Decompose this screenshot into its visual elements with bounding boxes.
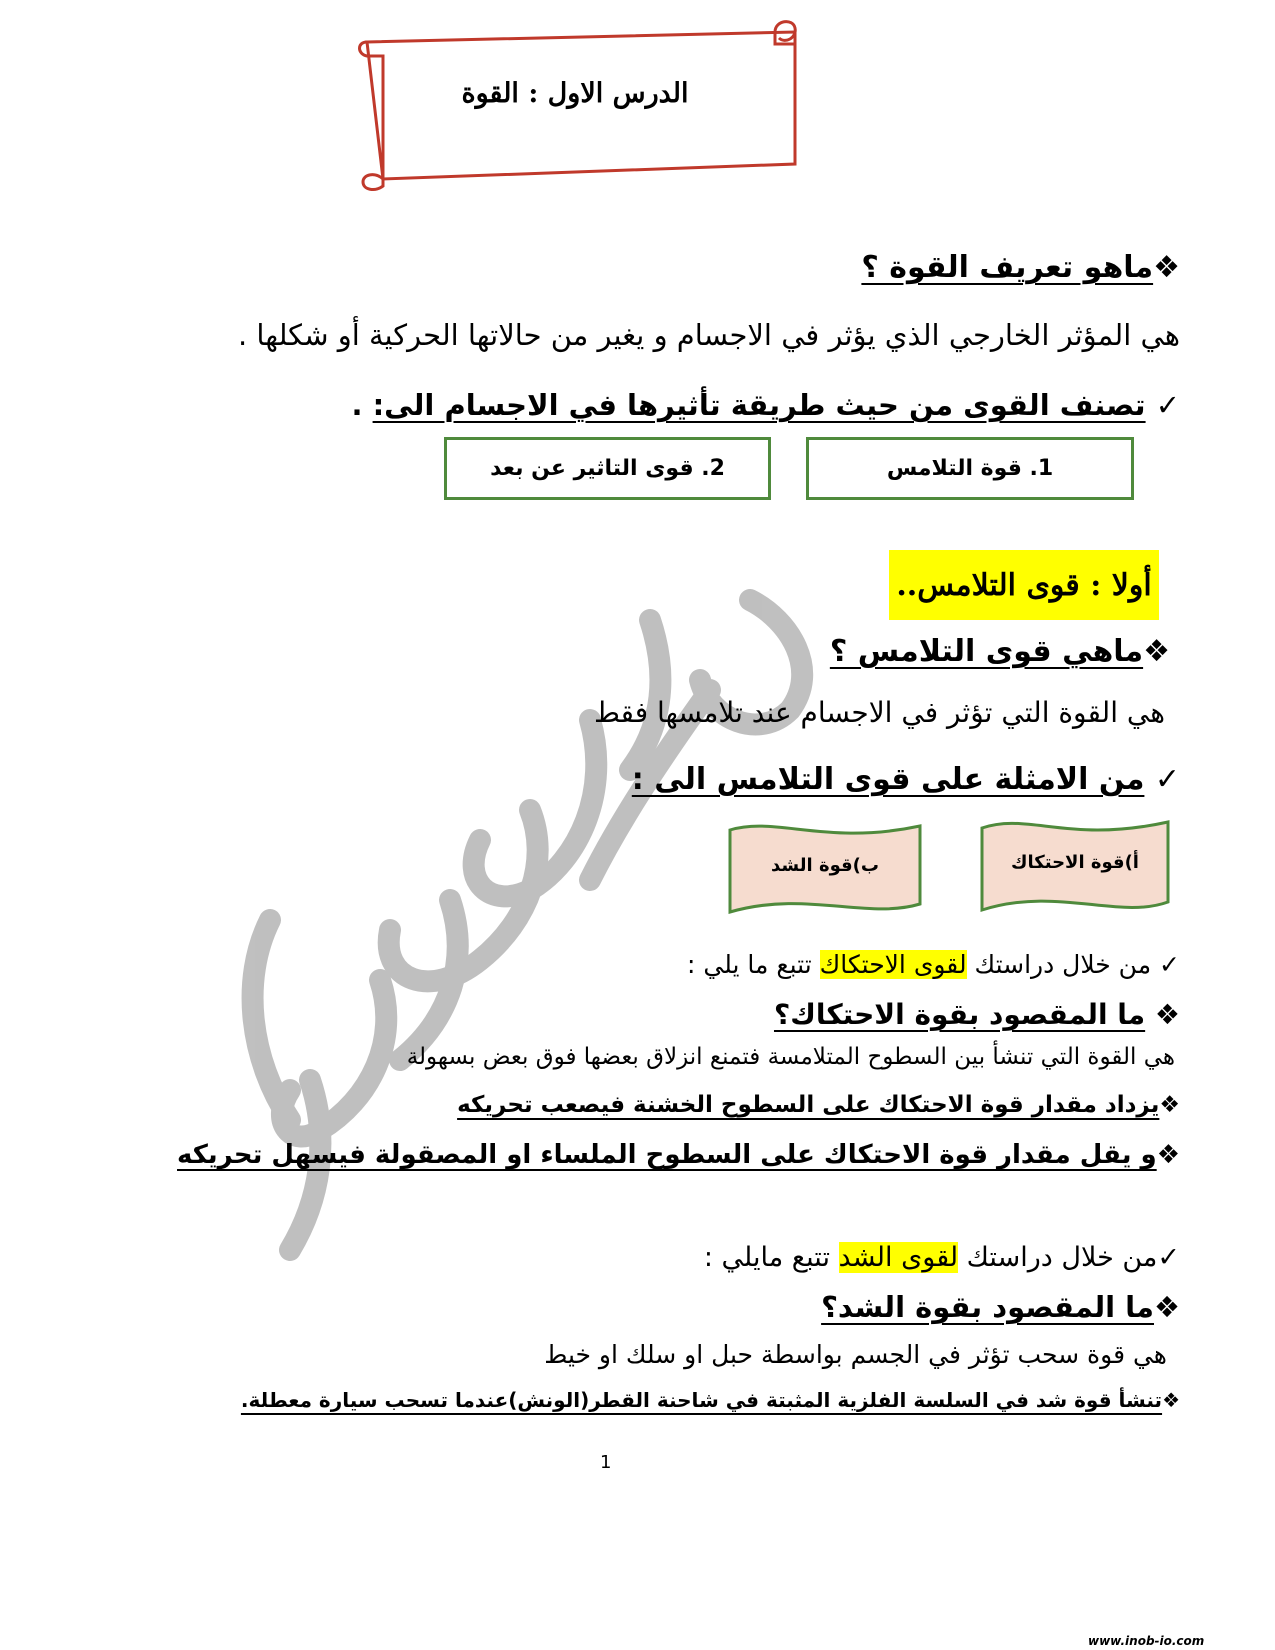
footer-url[interactable]: www.inob-io.com bbox=[1088, 1634, 1205, 1648]
four-diamond-bullet-icon: ❖ bbox=[1154, 998, 1180, 1031]
check-mark-icon: ✓ bbox=[1159, 950, 1180, 979]
four-diamond-bullet-icon: ❖ bbox=[1156, 1140, 1180, 1170]
four-diamond-bullet-icon: ❖ bbox=[1159, 1092, 1180, 1118]
friction-point-smooth: ❖و يقل مقدار قوة الاحتكاك على السطوح الملساء او المصقولة فيسهل تحريكه bbox=[177, 1140, 1180, 1170]
four-diamond-bullet-icon: ❖ bbox=[1154, 1290, 1180, 1324]
example-friction-label: أ)قوة الاحتكاك bbox=[1011, 852, 1139, 873]
question-friction: ❖ ما المقصود بقوة الاحتكاك؟ bbox=[773, 998, 1180, 1031]
check-mark-icon: ✓ bbox=[1157, 1242, 1180, 1273]
question-contact-forces: ❖ماهي قوى التلامس ؟ bbox=[829, 634, 1170, 669]
tension-intro: ✓من خلال دراستك لقوى الشد تتبع مايلي : bbox=[703, 1242, 1180, 1273]
answer-force-definition: هي المؤثر الخارجي الذي يؤثر في الاجسام و يغير من حالاتها الحركية أو شكلها . bbox=[237, 318, 1180, 352]
four-diamond-bullet-icon: ❖ bbox=[1153, 250, 1180, 285]
friction-point-rough: ❖يزداد مقدار قوة الاحتكاك على السطوح الخشنة فيصعب تحريكه bbox=[457, 1092, 1180, 1118]
four-diamond-bullet-icon: ❖ bbox=[1143, 634, 1170, 669]
answer-tension: هي قوة سحب تؤثر في الجسم بواسطة حبل او سلك او خيط bbox=[544, 1340, 1167, 1369]
watermark-signature bbox=[230, 560, 850, 1280]
friction-intro: ✓ من خلال دراستك لقوى الاحتكاك تتبع ما يلي : bbox=[686, 950, 1180, 979]
answer-friction: هي القوة التي تنشأ بين السطوح المتلامسة فتمنع انزلاق بعضها فوق بعض بسهولة bbox=[406, 1044, 1175, 1070]
tension-point-tow-truck: ❖تنشأ قوة شد في السلسة الفلزية المثبتة في شاحنة القطر(الونش)عندما تسحب سيارة معطلة. bbox=[240, 1388, 1180, 1412]
example-tension-label: ب)قوة الشد bbox=[771, 855, 879, 876]
check-mark-icon: ✓ bbox=[1154, 762, 1180, 797]
check-mark-icon: ✓ bbox=[1155, 388, 1180, 422]
question-tension: ❖ما المقصود بقوة الشد؟ bbox=[821, 1290, 1180, 1324]
four-diamond-bullet-icon: ❖ bbox=[1162, 1388, 1180, 1412]
page-number: 1 bbox=[600, 1452, 612, 1473]
answer-contact-forces: هي القوة التي تؤثر في الاجسام عند تلامسها فقط bbox=[593, 696, 1165, 729]
lesson-title: الدرس الاول : القوة bbox=[461, 78, 689, 109]
question-force-definition: ❖ماهو تعريف القوة ؟ bbox=[861, 250, 1180, 285]
section-contact-forces-title: أولا : قوى التلامس.. bbox=[889, 550, 1159, 620]
class-box-distance: 2. قوى التاثير عن بعد bbox=[444, 437, 771, 500]
classification-heading: ✓ تصنف القوى من حيث طريقة تأثيرها في الاجسام الى: . bbox=[351, 388, 1180, 422]
class-box-contact: 1. قوة التلامس bbox=[806, 437, 1134, 500]
examples-heading: ✓ من الامثلة على قوى التلامس الى : bbox=[631, 762, 1180, 797]
